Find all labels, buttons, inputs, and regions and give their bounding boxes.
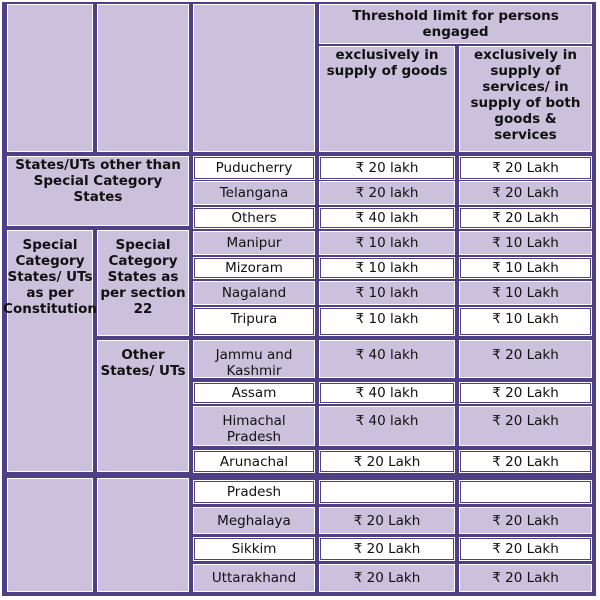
services-limit-cell: ₹ 10 Lakh xyxy=(460,258,591,278)
state-cell: Telangana xyxy=(193,181,315,205)
goods-limit-cell: ₹ 20 Lakh xyxy=(319,507,455,534)
goods-limit-cell: ₹ 20 lakh xyxy=(320,157,454,179)
services-limit-cell: ₹ 20 Lakh xyxy=(459,340,592,378)
goods-limit-cell: ₹ 40 lakh xyxy=(319,406,455,446)
state-cell: Assam xyxy=(194,383,314,403)
goods-limit-cell: ₹ 20 Lakh xyxy=(320,451,454,472)
services-limit-cell xyxy=(460,481,591,503)
header-threshold: Threshold limit for persons engaged xyxy=(319,4,592,44)
state-cell: Sikkim xyxy=(194,538,314,560)
services-limit-cell: ₹ 20 Lakh xyxy=(460,383,591,403)
header-blank-3 xyxy=(193,4,315,152)
goods-limit-cell: ₹ 10 lakh xyxy=(319,281,455,305)
services-limit-cell: ₹ 10 Lakh xyxy=(459,231,592,255)
goods-limit-cell: ₹ 40 lakh xyxy=(320,383,454,403)
state-cell: Tripura xyxy=(194,308,314,335)
state-cell: Arunachal xyxy=(194,451,314,472)
state-cell: Pradesh xyxy=(194,481,314,503)
services-limit-cell: ₹ 20 Lakh xyxy=(460,157,591,179)
services-limit-cell: ₹ 10 Lakh xyxy=(459,281,592,305)
goods-limit-cell: ₹ 20 Lakh xyxy=(320,538,454,560)
goods-limit-cell: ₹ 40 lakh xyxy=(320,208,454,228)
state-cell: Manipur xyxy=(193,231,315,255)
group-special-section22: Special Category States as per section 22 xyxy=(97,230,189,336)
group-states-other: States/UTs other than Special Category States xyxy=(7,156,189,226)
group-special-category: Special Category States/ UTs as per Constitution xyxy=(7,230,93,472)
services-limit-cell: ₹ 20 Lakh xyxy=(460,451,591,472)
header-goods: exclusively in supply of goods xyxy=(319,46,455,152)
goods-limit-cell: ₹ 20 lakh xyxy=(319,181,455,205)
header-blank-2 xyxy=(97,4,189,152)
services-limit-cell: ₹ 20 Lakh xyxy=(459,507,592,534)
state-cell: Puducherry xyxy=(194,157,314,179)
goods-limit-cell: ₹ 10 lakh xyxy=(320,308,454,335)
group-other-states: Other States/ UTs xyxy=(97,340,189,472)
bottom-blank-1 xyxy=(7,478,93,592)
services-limit-cell: ₹ 20 Lakh xyxy=(460,208,591,228)
services-limit-cell: ₹ 20 Lakh xyxy=(460,538,591,560)
state-cell: Jammu and Kashmir xyxy=(193,340,315,378)
goods-limit-cell xyxy=(320,481,454,503)
header-blank-1 xyxy=(7,4,93,152)
goods-limit-cell: ₹ 10 lakh xyxy=(320,258,454,278)
services-limit-cell: ₹ 20 Lakh xyxy=(459,564,592,592)
services-limit-cell: ₹ 10 Lakh xyxy=(460,308,591,335)
state-cell: Uttarakhand xyxy=(193,564,315,592)
services-limit-cell: ₹ 20 Lakh xyxy=(459,181,592,205)
header-services: exclusively in supply of services/ in supply of both goods & services xyxy=(459,46,592,152)
state-cell: Himachal Pradesh xyxy=(193,406,315,446)
services-limit-cell: ₹ 20 Lakh xyxy=(459,406,592,446)
goods-limit-cell: ₹ 10 lakh xyxy=(319,231,455,255)
state-cell: Meghalaya xyxy=(193,507,315,534)
goods-limit-cell: ₹ 20 Lakh xyxy=(319,564,455,592)
goods-limit-cell: ₹ 40 lakh xyxy=(319,340,455,378)
state-cell: Mizoram xyxy=(194,258,314,278)
bottom-blank-2 xyxy=(97,478,189,592)
state-cell: Others xyxy=(194,208,314,228)
state-cell: Nagaland xyxy=(193,281,315,305)
